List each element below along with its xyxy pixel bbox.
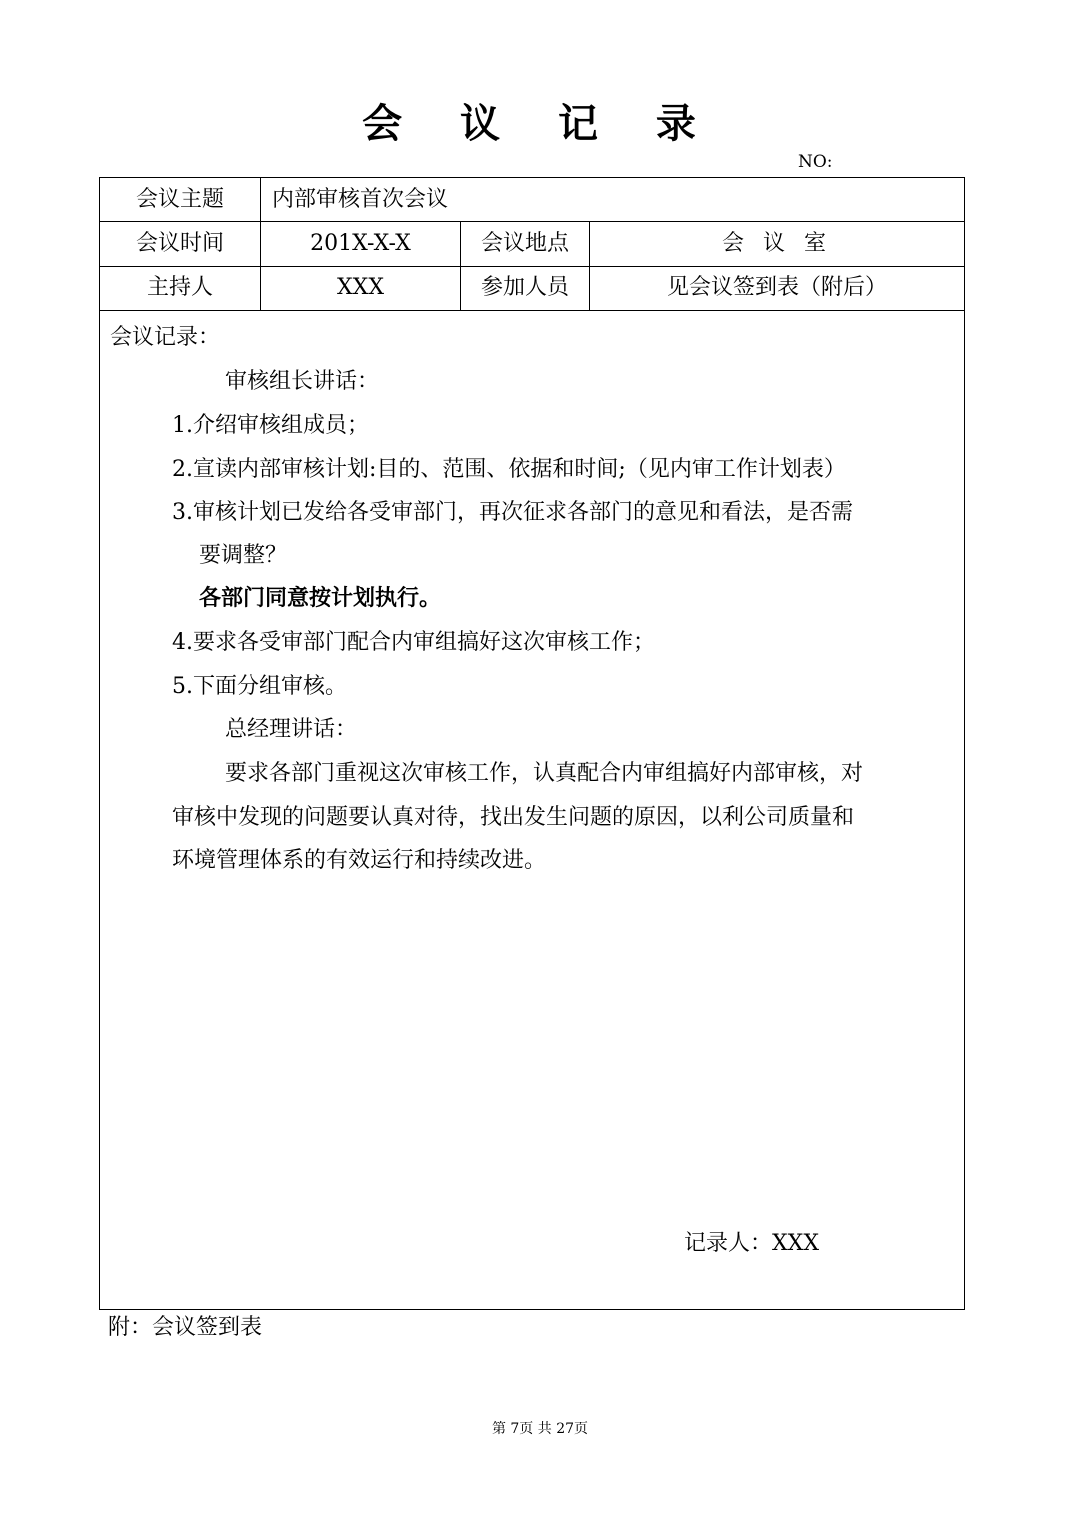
- attachment-note: 附：会议签到表: [108, 1315, 263, 1340]
- agenda-item-3-line-1: 3.审核计划已发给各受审部门，再次征求各部门的意见和看法，是否需: [172, 500, 853, 525]
- topic-value: 内部审核首次会议: [272, 187, 449, 212]
- agenda-item-4: 4.要求各受审部门配合内审组搞好这次审核工作；: [172, 630, 655, 655]
- page-title: 会 议 记 录: [362, 101, 718, 147]
- record-label: 会议记录：: [110, 325, 221, 350]
- host-value: XXX: [337, 275, 384, 300]
- manager-speech-line-3: 环境管理体系的有效运行和持续改进。: [172, 848, 547, 873]
- agenda-item-3-line-2: 要调整？: [199, 543, 288, 568]
- row-divider: [100, 310, 964, 311]
- page-footer: 第 7页 共 27页: [491, 1421, 589, 1437]
- place-value: 会 议 室: [722, 231, 832, 256]
- recorder-signature: 记录人：XXX: [684, 1231, 819, 1256]
- meeting-record-table: [99, 177, 965, 1310]
- topic-label: 会议主题: [135, 187, 224, 212]
- time-label: 会议时间: [135, 231, 224, 256]
- attendees-label: 参加人员: [480, 275, 569, 300]
- agenda-item-1: 1.介绍审核组成员；: [172, 413, 369, 438]
- manager-speech-line-1: 要求各部门重视这次审核工作，认真配合内审组搞好内部审核，对: [225, 761, 864, 786]
- document-number-label: NO:: [798, 152, 833, 172]
- host-label: 主持人: [146, 275, 213, 300]
- time-value: 201X-X-X: [310, 231, 411, 256]
- agenda-item-2: 2.宣读内部审核计划:目的、范围、依据和时间;（见内审工作计划表）: [172, 457, 846, 482]
- manager-speech-line-2: 审核中发现的问题要认真对待，找出发生问题的原因，以利公司质量和: [172, 805, 855, 830]
- manager-speech-heading: 总经理讲话：: [225, 717, 358, 742]
- attendees-value: 见会议签到表（附后）: [666, 275, 887, 300]
- leader-speech-heading: 审核组长讲话：: [225, 369, 380, 394]
- place-label: 会议地点: [480, 231, 569, 256]
- agenda-item-5: 5.下面分组审核。: [172, 674, 347, 699]
- agreement-statement: 各部门同意按计划执行。: [199, 586, 442, 611]
